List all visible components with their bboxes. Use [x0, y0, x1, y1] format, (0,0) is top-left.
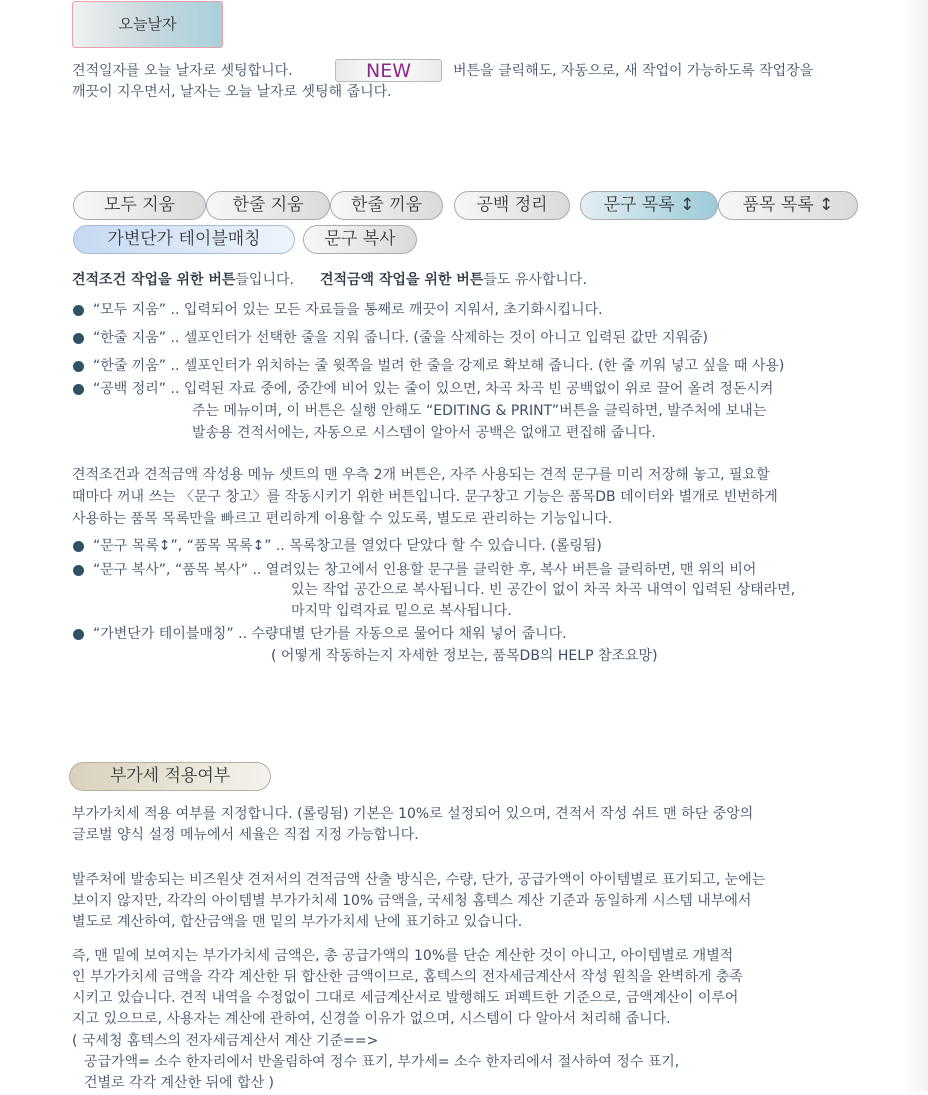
warehouse-para-line2: 때마다 꺼내 쓰는 〈문구 창고〉를 작동시키기 위한 버튼입니다. 문구창고 기능은 품목DB 데이터와 별개로 빈번하게 — [72, 489, 778, 505]
vat-para1-line2: 글로벌 양식 설정 메뉴에서 세율은 직접 지정 가능합니다. — [72, 827, 419, 843]
intro-rest-2: 들도 유사합니다. — [483, 272, 587, 288]
bullet-icon — [73, 541, 84, 552]
clear-all-button[interactable]: 모두 지움 — [73, 191, 206, 220]
today-desc-line2: 깨끗이 지우면서, 날자는 오늘 날자로 셋팅해 줍니다. — [72, 84, 392, 100]
bullet-icon — [73, 361, 84, 372]
desc-price-table-line2: ( 어떻게 작동하는지 자세한 정보는, 품목DB의 HELP 참조요망) — [271, 648, 658, 664]
section1-intro — [72, 269, 587, 292]
desc-copy-line3: 마지막 입력자료 밑으로 복사됩니다. — [291, 603, 512, 619]
warehouse-para-line3: 사용하는 품목 목록만을 빠르고 편리하게 이용할 수 있도록, 별도로 관리하는 기능입니다. — [72, 511, 613, 527]
bullet-icon — [73, 565, 84, 576]
vat-rule-line2: 공급가액= 소수 한자리에서 반올림하여 정수 표기, 부가세= 소수 한자리에서 절사하여 정수 표기, — [84, 1054, 680, 1070]
vat-apply-button[interactable]: 부가세 적용여부 — [69, 762, 271, 791]
intro-bold-1: 견적조건 작업을 위한 버튼 — [72, 272, 236, 288]
vat-para2-line2: 보이지 않지만, 각각의 아이템별 부가가치세 10% 금액을, 국세청 홈텍스 계산 기준과 동일하게 시스템 내부에서 — [72, 893, 752, 909]
desc-copy-line2: 있는 작업 공간으로 복사됩니다. 빈 공간이 없이 차곡 차곡 내역이 입력된 상태라면, — [291, 582, 796, 598]
page-edge-shade — [902, 0, 928, 1091]
desc-compact-line2: 주는 메뉴이며, 이 버튼은 실행 안해도 “EDITING & PRINT”버튼을 클릭하면, 발주처에 보내는 — [192, 403, 767, 419]
desc-insert-row: “한줄 끼움” .. 셀포인터가 위치하는 줄 윗쪽을 벌려 한 줄을 강제로 확보해 줍니다. (한 줄 끼워 넣고 싶을 때 사용) — [93, 358, 785, 374]
vat-para3-line3: 시키고 있습니다. 견적 내역을 수정없이 그대로 세금계산서로 발행해도 퍼펙트한 기준으로, 금액계산이 이루어 — [72, 990, 739, 1006]
today-date-button[interactable]: 오늘날자 — [72, 1, 223, 48]
bullet-icon — [73, 305, 84, 316]
price-table-matching-button[interactable]: 가변단가 테이블매칭 — [73, 225, 295, 254]
bullet-icon — [73, 384, 84, 395]
bullet-icon — [73, 333, 84, 344]
warehouse-para-line1: 견적조건과 견적금액 작성용 메뉴 셋트의 맨 우측 2개 버튼은, 자주 사용되는 견적 문구를 미리 저장해 놓고, 필요할 — [72, 467, 770, 483]
new-button[interactable]: NEW — [335, 59, 442, 82]
today-desc-line1b: 버튼을 클릭해도, 자동으로, 새 작업이 가능하도록 작업장을 — [453, 63, 814, 79]
desc-compact-line1: “공백 정리” .. 입력된 자료 중에, 중간에 비어 있는 줄이 있으면, 차곡 차곡 빈 공백없이 위로 끌어 올려 정돈시켜 — [93, 381, 774, 397]
vat-rule-line3: 건별로 각각 계산한 뒤에 합산 ) — [84, 1075, 275, 1091]
bullet-icon — [73, 629, 84, 640]
clear-row-button[interactable]: 한줄 지움 — [206, 191, 330, 220]
vat-para1-line1: 부가가치세 적용 여부를 지정합니다. (롤링됨) 기본은 10%로 설정되어 있으며, 견적서 작성 쉬트 맨 하단 중앙의 — [72, 806, 754, 822]
intro-rest-1: 들입니다. — [235, 272, 294, 288]
vat-para2-line3: 별도로 계산하여, 합산금액을 맨 밑의 부가가치세 난에 표기하고 있습니다. — [72, 914, 523, 930]
intro-bold-2: 견적금액 작업을 위한 버튼 — [319, 272, 484, 288]
desc-lists: “문구 목록↕”, “품목 목록↕” .. 목록창고를 열었다 닫았다 할 수 있습니다. (롤링됨) — [93, 538, 602, 554]
desc-compact-line3: 발송용 견적서에는, 자동으로 시스템이 알아서 공백은 없애고 편집해 줍니다. — [192, 425, 656, 441]
vat-rule-line1: ( 국세청 홈텍스의 전자세금계산서 계산 기준==> — [72, 1033, 379, 1049]
vat-para2-line1: 발주처에 발송되는 비즈원샷 견저서의 견적금액 산출 방식은, 수량, 단가, 공급가액이 아이템별로 표기되고, 눈에는 — [72, 872, 766, 888]
desc-clear-row: “한줄 지움” .. 셀포인터가 선택한 줄을 지워 줍니다. (줄을 삭제하는 것이 아니고 입력된 값만 지워줌) — [93, 330, 708, 346]
vat-para3-line1: 즉, 맨 밑에 보여지는 부가가치세 금액은, 총 공급가액의 10%를 단순 계산한 것이 아니고, 아이템별로 개별적 — [72, 948, 734, 964]
desc-copy-line1: “문구 복사”, “품목 복사” .. 열려있는 창고에서 인용할 문구를 클릭한 후, 복사 버튼을 클릭하면, 맨 위의 비어 — [93, 562, 757, 578]
phrase-copy-button[interactable]: 문구 복사 — [303, 225, 417, 254]
today-desc-line1a: 견적일자를 오늘 날자로 셋팅합니다. — [72, 63, 293, 79]
compact-rows-button[interactable]: 공백 정리 — [454, 191, 570, 220]
vat-para3-line2: 인 부가가치세 금액을 각각 계산한 뒤 합산한 금액이므로, 홈텍스의 전자세금계산서 작성 원칙을 완벽하게 충족 — [72, 969, 743, 985]
item-list-button[interactable]: 품목 목록 ↕ — [718, 191, 858, 220]
desc-clear-all: “모두 지움” .. 입력되어 있는 모든 자료들을 통째로 깨끗이 지워서, 초기화시킵니다. — [93, 302, 603, 318]
phrase-list-button[interactable]: 문구 목록 ↕ — [580, 191, 718, 220]
desc-price-table-line1: “가변단가 테이블매칭” .. 수량대별 단가를 자동으로 물어다 채워 넣어 줍니다. — [93, 626, 567, 642]
vat-para3-line4: 지고 있으므로, 사용자는 계산에 관하여, 신경쓸 이유가 없으며, 시스템이 다 알아서 처리해 줍니다. — [72, 1011, 671, 1027]
insert-row-button[interactable]: 한줄 끼움 — [330, 191, 443, 220]
